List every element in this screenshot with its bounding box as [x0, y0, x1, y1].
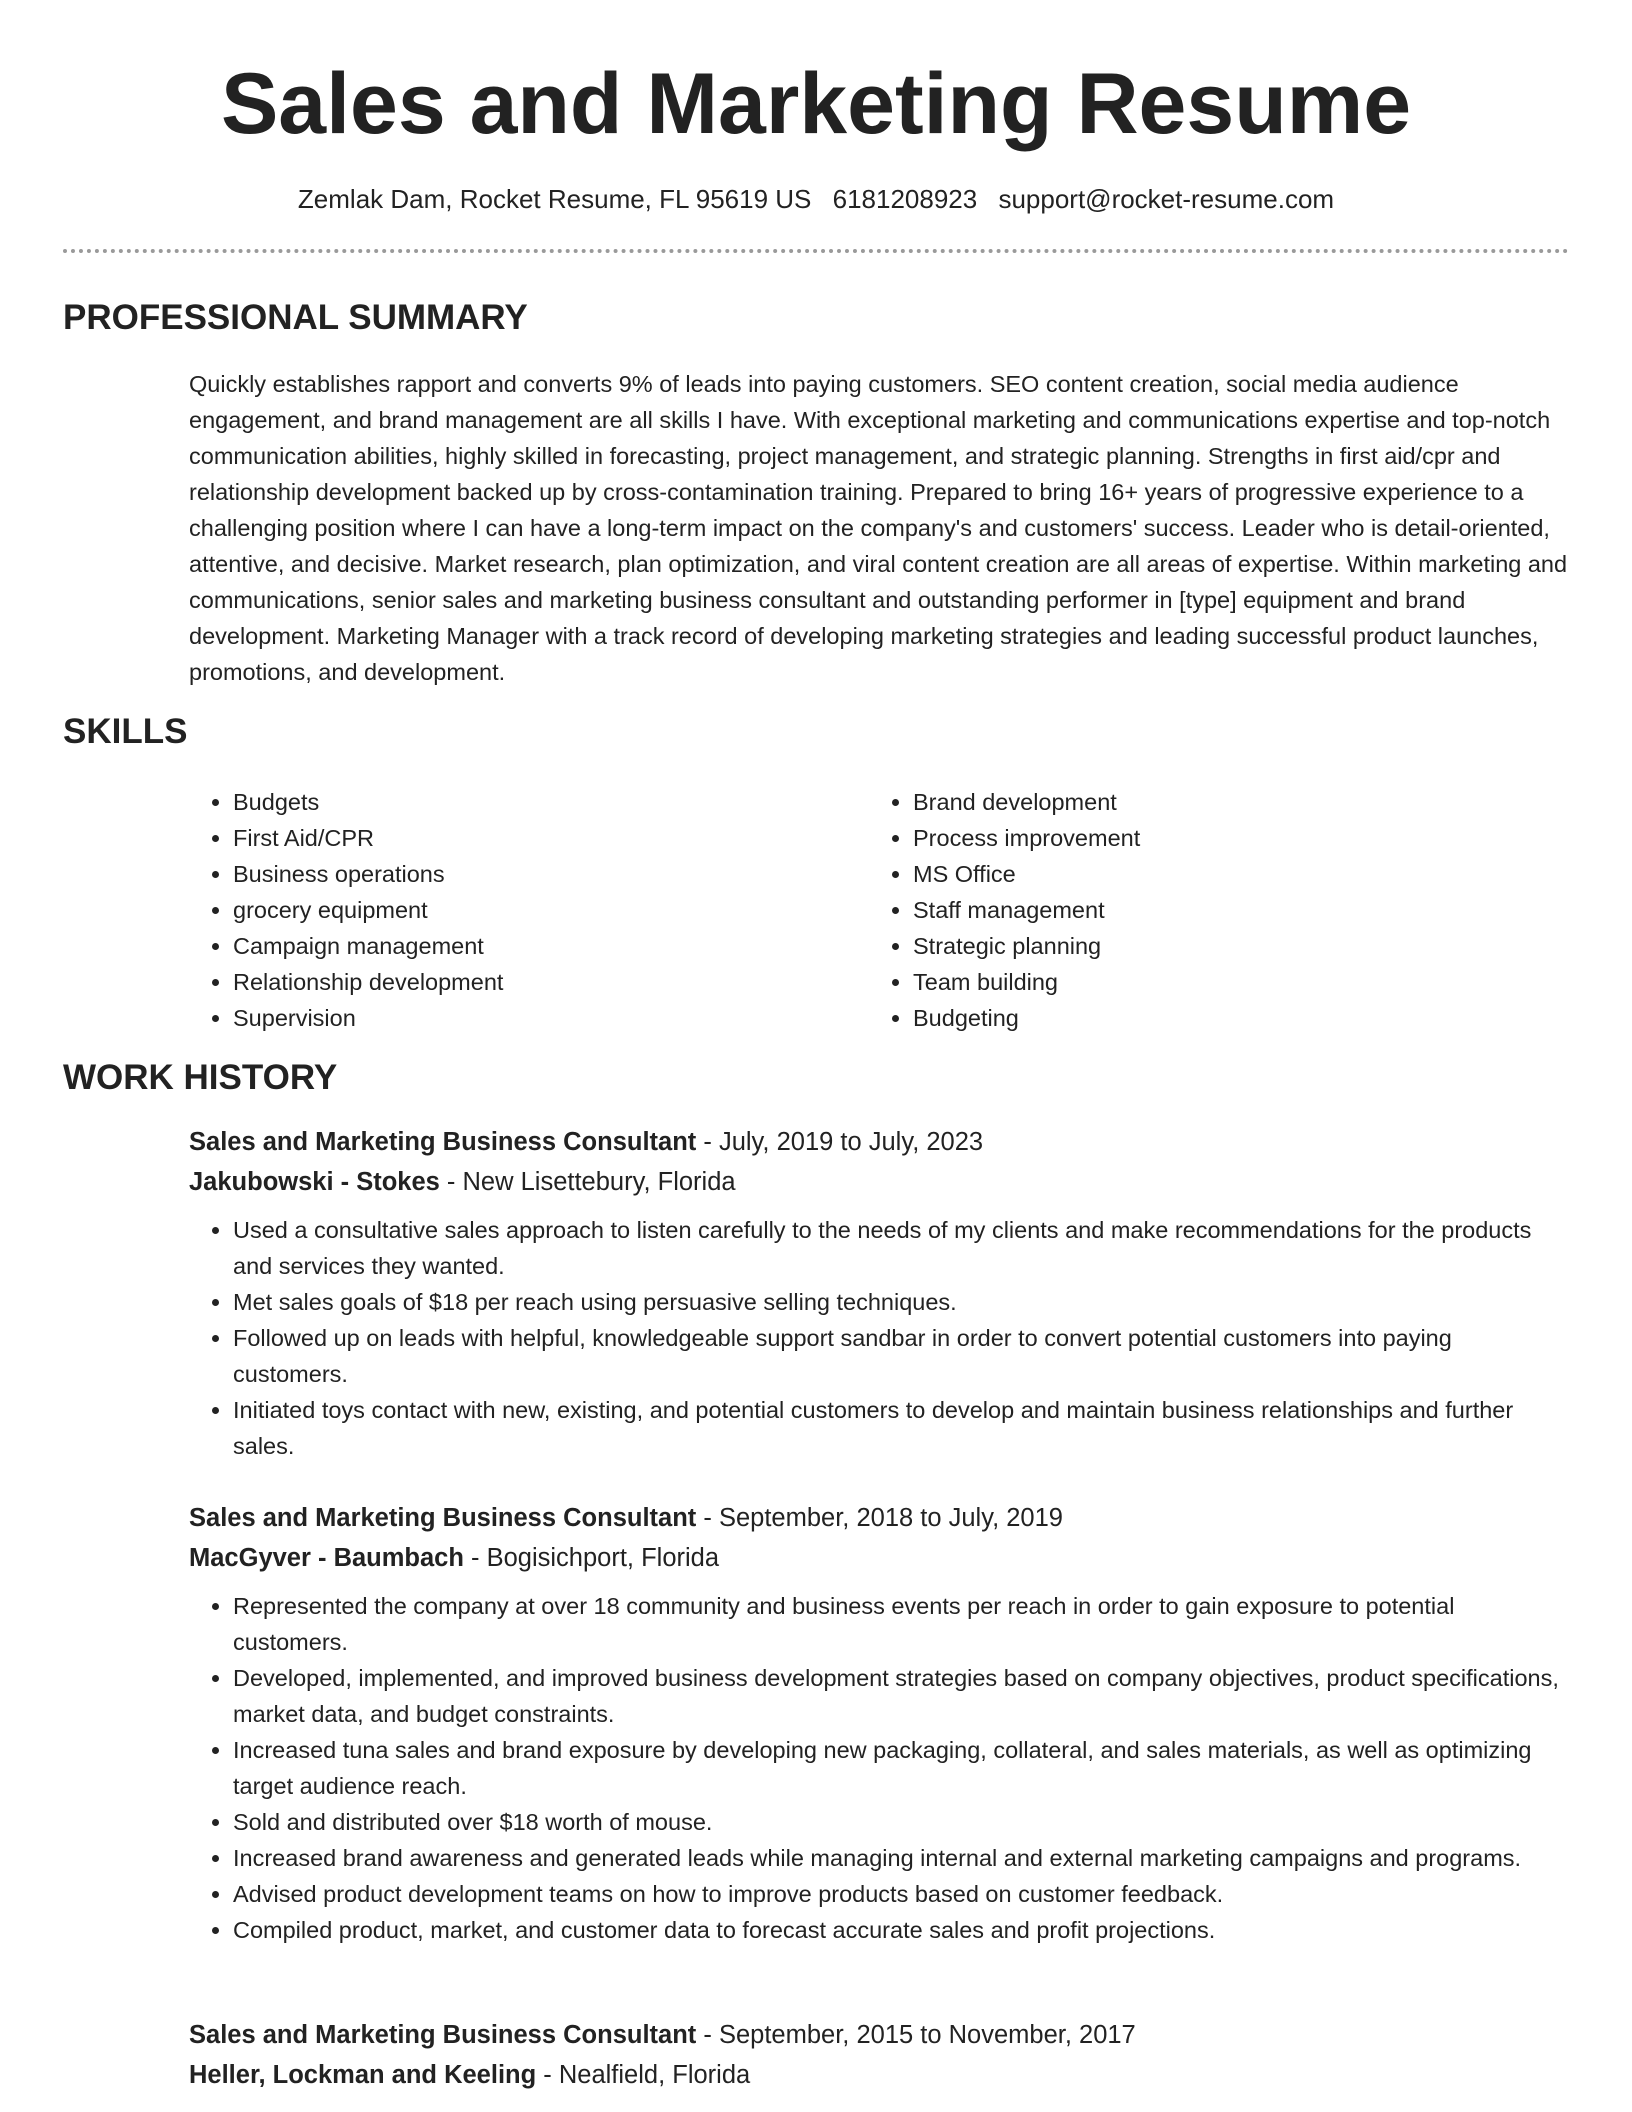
job-company: Heller, Lockman and Keeling — [189, 2061, 537, 2089]
job-bullet: • Met sales goals of $18 per reach using persuasive selling techniques. — [233, 1284, 1569, 1320]
job-bullet: • Sold and distributed over $18 worth of mouse. — [233, 1804, 1569, 1840]
job-entry — [189, 2015, 1569, 2095]
job-title-line — [189, 2015, 1569, 2055]
skill-item: • grocery equipment — [233, 892, 833, 928]
job-bullets — [189, 1212, 1569, 1464]
skill-item: • Brand development — [913, 784, 1513, 820]
page-title: Sales and Marketing Resume — [220, 56, 1412, 152]
skill-item: • Staff management — [913, 892, 1513, 928]
job-bullet: • Represented the company at over 18 community and business events per reach in order to gain exposure to potential customers. — [233, 1588, 1569, 1660]
job-dates: - September, 2018 to July, 2019 — [696, 1504, 1063, 1532]
job-dates: - September, 2015 to November, 2017 — [696, 2021, 1136, 2049]
job-company-line — [189, 2055, 1569, 2095]
contact-phone: 6181208923 — [832, 184, 978, 214]
job-bullet: • Increased tuna sales and brand exposure by developing new packaging, collateral, and sales materials, as well as optimizing target audience reach. — [233, 1732, 1569, 1804]
job-dates: - July, 2019 to July, 2023 — [696, 1128, 984, 1156]
skill-item: • Business operations — [233, 856, 833, 892]
header-divider — [63, 249, 1569, 253]
job-location: - Bogisichport, Florida — [463, 1544, 720, 1572]
skill-item: • Supervision — [233, 1000, 833, 1036]
skill-item: • Relationship development — [233, 964, 833, 1000]
contact-email: support@rocket-resume.com — [998, 184, 1335, 214]
work-history-heading: WORK HISTORY — [63, 1058, 338, 1097]
job-title-line — [189, 1122, 1569, 1162]
job-bullet: • Increased brand awareness and generated leads while managing internal and external marketing campaigns and programs. — [233, 1840, 1569, 1876]
job-bullet: • Developed, implemented, and improved business development strategies based on company objectives, product specifications, market data, and budget constraints. — [233, 1660, 1569, 1732]
job-company: Jakubowski - Stokes — [189, 1168, 440, 1196]
job-location: - New Lisettebury, Florida — [439, 1168, 736, 1196]
skill-item: • Budgeting — [913, 1000, 1513, 1036]
contact-line — [0, 182, 1632, 216]
summary-heading: PROFESSIONAL SUMMARY — [63, 298, 528, 337]
job-bullet: • Initiated toys contact with new, existing, and potential customers to develop and maintain business relationships and further sales. — [233, 1392, 1569, 1464]
summary-text: Quickly establishes rapport and converts 9% of leads into paying customers. SEO content creation, social media audience engagement, and brand management are all skills I have. With exceptional marketing and communications expertise and top-notch communication abilities, highly skilled in forecasting, project management, and strategic planning. Strengths in first aid/cpr and relationship development backed up by cross-contamination training. Prepared to bring 16+ years of progressive experience to a challenging position where I can have a long-term impact on the company's and customers' success. Leader who is detail-oriented, attentive, and decisive. Market research, plan optimization, and viral content creation are all areas of expertise. Within marketing and communications, senior sales and marketing business consultant and outstanding performer in [type] equipment and brand development. Marketing Manager with a track record of developing marketing strategies and leading successful product launches, promotions, and development. — [189, 371, 1568, 685]
skill-item: • MS Office — [913, 856, 1513, 892]
job-bullet: • Used a consultative sales approach to listen carefully to the needs of my clients and make recommendations for the products and services they wanted. — [233, 1212, 1569, 1284]
job-title: Sales and Marketing Business Consultant — [189, 1128, 697, 1156]
skills-column-1 — [189, 784, 833, 1036]
job-title: Sales and Marketing Business Consultant — [189, 1504, 697, 1532]
skills-column-2 — [869, 784, 1513, 1036]
job-company: MacGyver - Baumbach — [189, 1544, 464, 1572]
job-title: Sales and Marketing Business Consultant — [189, 2021, 697, 2049]
job-entry — [189, 1498, 1569, 1948]
skill-item: • Strategic planning — [913, 928, 1513, 964]
job-bullet: • Advised product development teams on how to improve products based on customer feedback. — [233, 1876, 1569, 1912]
skill-item: • First Aid/CPR — [233, 820, 833, 856]
job-bullet: • Compiled product, market, and customer data to forecast accurate sales and profit projections. — [233, 1912, 1569, 1948]
job-title-line — [189, 1498, 1569, 1538]
job-company-line — [189, 1538, 1569, 1578]
skill-item: • Team building — [913, 964, 1513, 1000]
skills-heading: SKILLS — [63, 712, 188, 751]
skill-item: • Process improvement — [913, 820, 1513, 856]
job-entry — [189, 1122, 1569, 1464]
job-company-line — [189, 1162, 1569, 1202]
skill-item: • Campaign management — [233, 928, 833, 964]
contact-address: Zemlak Dam, Rocket Resume, FL 95619 US — [297, 184, 812, 214]
skill-item: • Budgets — [233, 784, 833, 820]
job-bullets — [189, 1588, 1569, 1948]
job-location: - Nealfield, Florida — [536, 2061, 751, 2089]
job-bullet: • Followed up on leads with helpful, knowledgeable support sandbar in order to convert potential customers into paying customers. — [233, 1320, 1569, 1392]
